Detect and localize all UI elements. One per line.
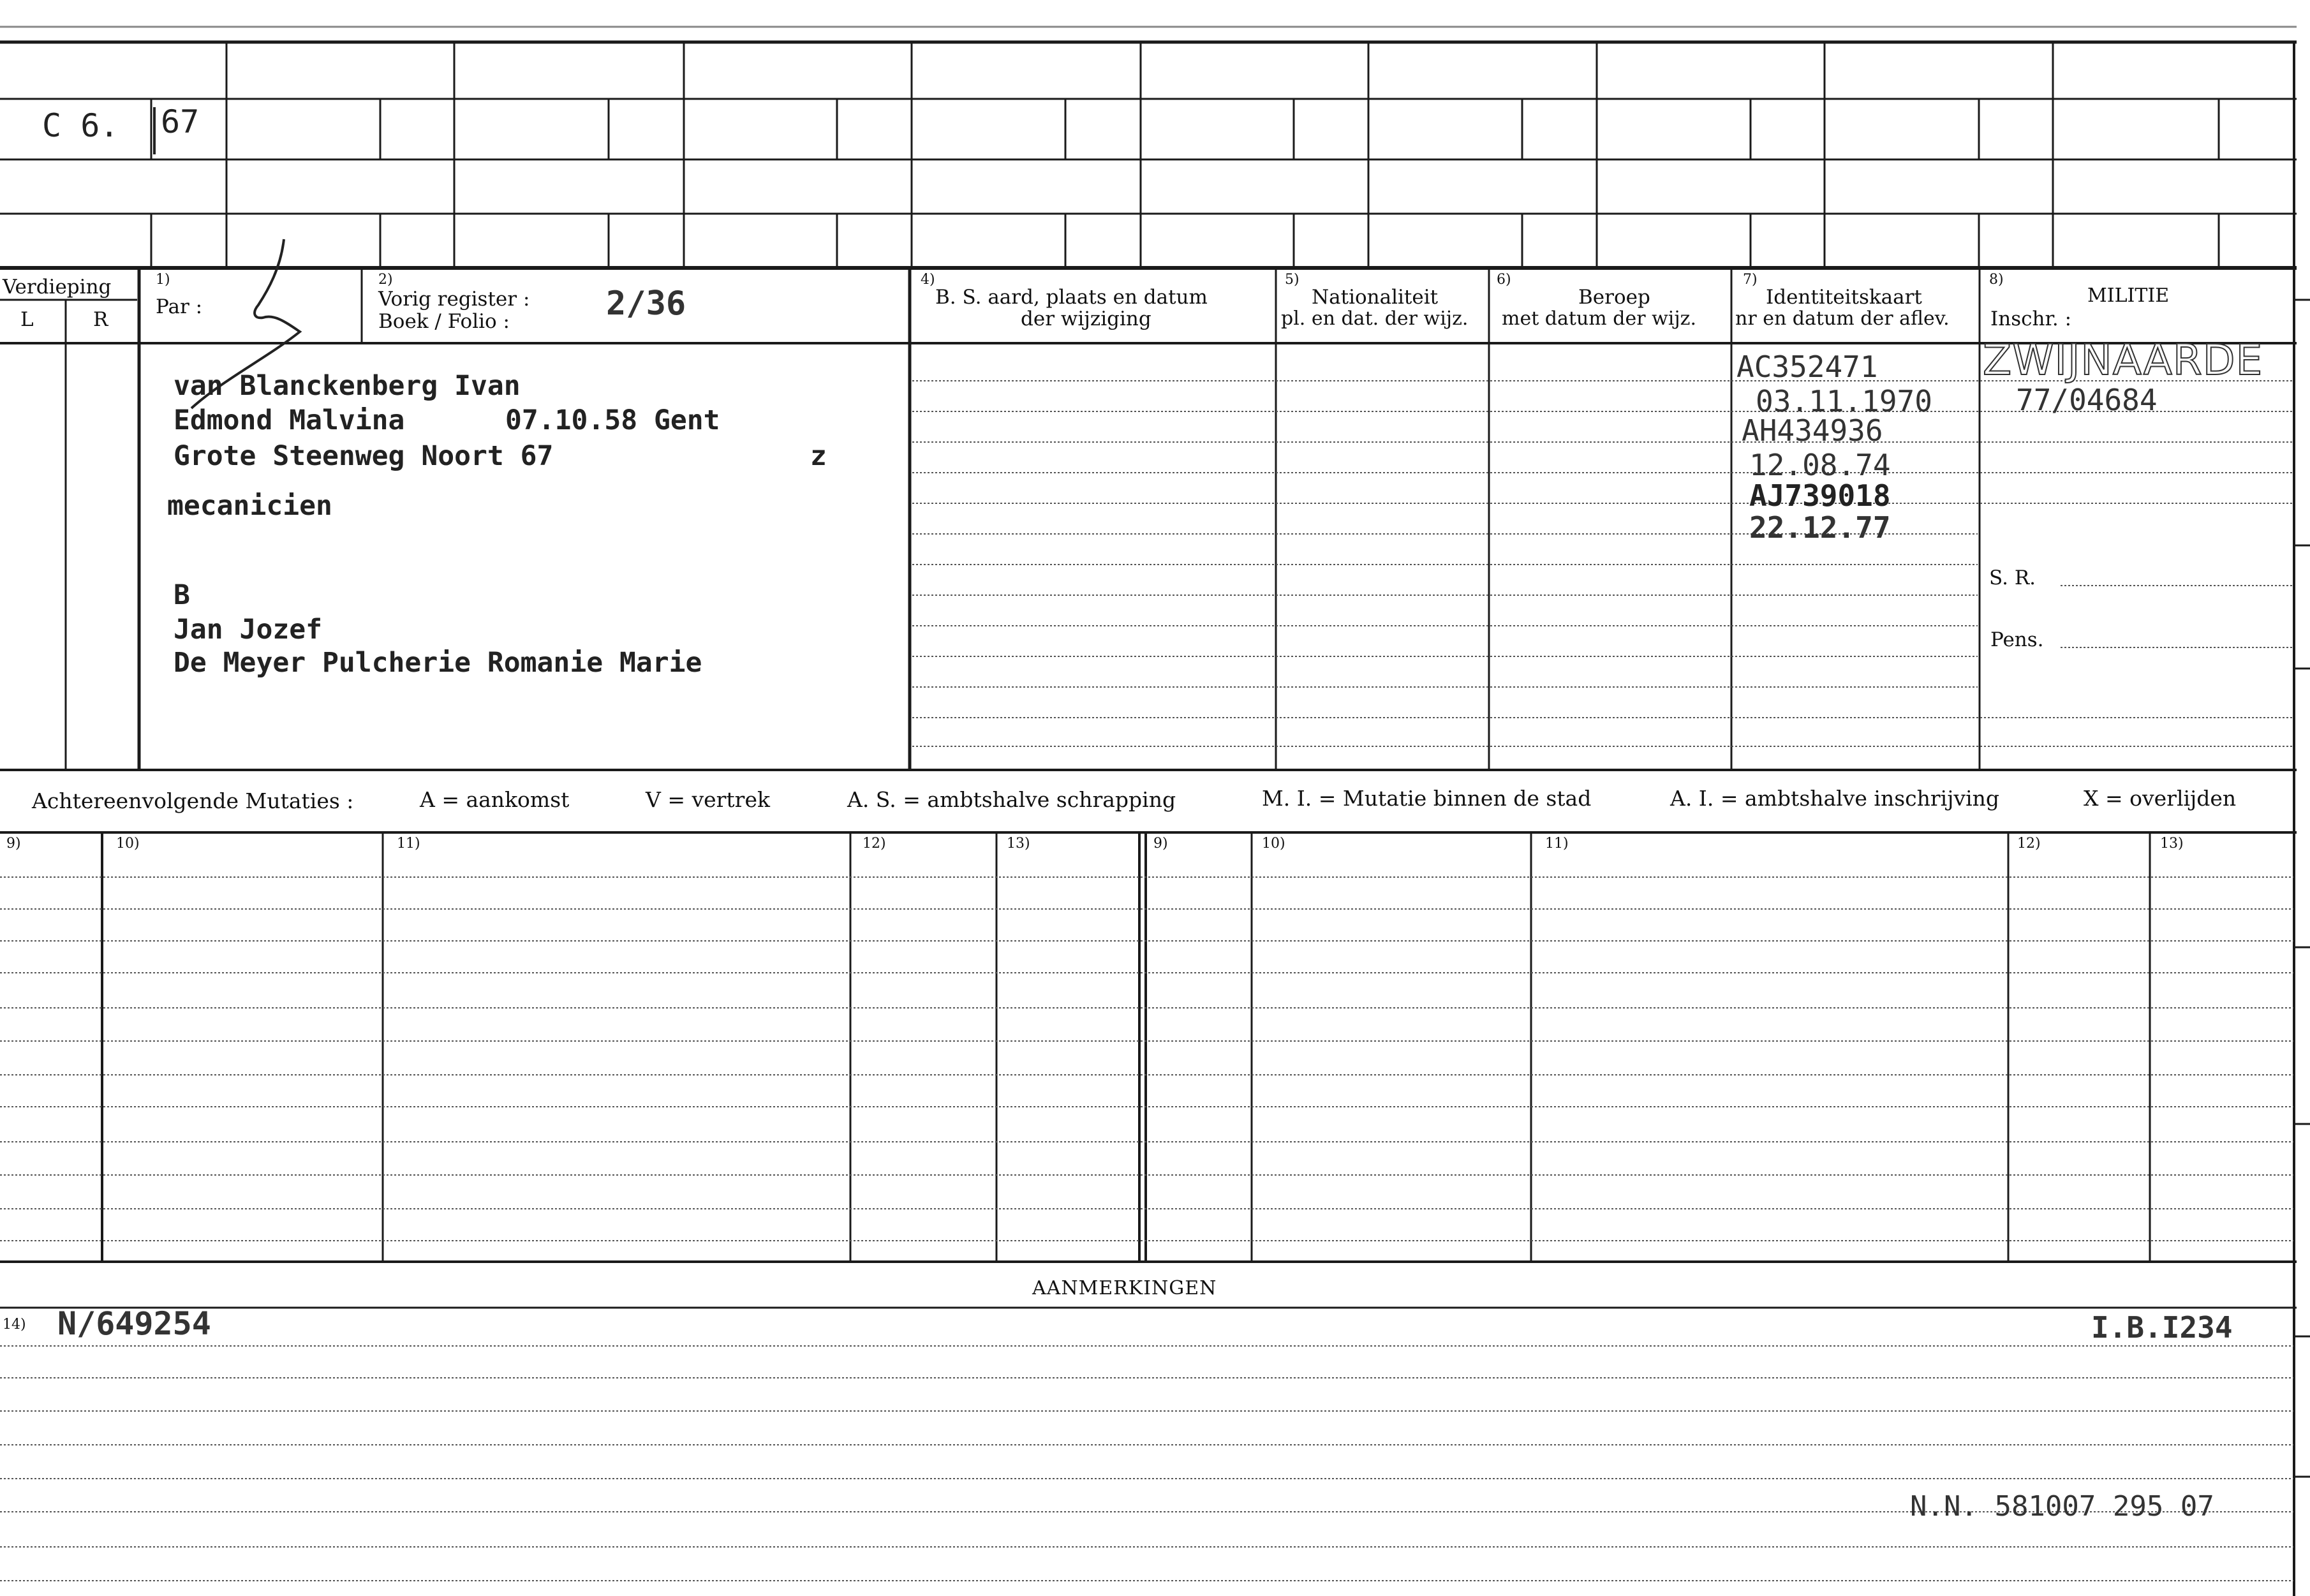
code-right-tick (153, 107, 156, 154)
r-label: R (93, 308, 108, 331)
id-label-2: nr en datum der aflev. (1735, 307, 1950, 330)
mutaties-ai: A. I. = ambtshalve inschrijving (1670, 786, 2000, 811)
beroep-label-2: met datum der wijz. (1502, 307, 1696, 330)
id-card-2: AH434936 (1742, 413, 1883, 448)
mutaties-mi: M. I. = Mutatie binnen de stad (1262, 786, 1592, 811)
col-10-left: 10) (116, 836, 140, 852)
par-label: Par : (156, 295, 203, 318)
n1-label: 1) (156, 272, 170, 288)
col-13-right: 13) (2160, 836, 2184, 852)
bs-label-1: B. S. aard, plaats en datum (935, 286, 1208, 309)
sr-label: S. R. (1989, 566, 2036, 589)
id-card-1: AC352471 (1736, 350, 1878, 384)
birth-date-place: 07.10.58 Gent (505, 404, 720, 436)
col-11-right: 11) (1545, 836, 1569, 852)
n14-label: 14) (3, 1317, 26, 1333)
occupation: mecanicien (167, 490, 332, 522)
code-right: 67 (161, 103, 200, 140)
militie-stamp: ZWIJNAARDE (1983, 336, 2263, 385)
col-9-right: 9) (1153, 836, 1168, 852)
aanmerkingen-number: N/649254 (57, 1305, 211, 1342)
n4-label: 4) (921, 272, 935, 288)
id-date-1: 03.11.1970 (1756, 384, 1932, 418)
col-12-left: 12) (863, 836, 886, 852)
ib-number: I.B.I234 (2091, 1310, 2233, 1345)
aanmerkingen-title: AANMERKINGEN (1032, 1277, 1217, 1299)
n7-label: 7) (1743, 272, 1758, 288)
n5-label: 5) (1285, 272, 1299, 288)
b-mark: B (174, 579, 190, 611)
nat-label-2: pl. en dat. der wijz. (1281, 307, 1469, 330)
beroep-label-1: Beroep (1578, 286, 1650, 309)
vorig-register-label: Vorig register : (378, 288, 530, 311)
person-name: van Blanckenberg Ivan (174, 370, 521, 402)
inschr-label: Inschr. : (1990, 307, 2072, 330)
mutaties-as: A. S. = ambtshalve schrapping (847, 787, 1176, 812)
col-11-left: 11) (397, 836, 420, 852)
boek-folio-label: Boek / Folio : (378, 310, 510, 333)
mutaties-x: X = overlijden (2084, 786, 2237, 811)
person-names-2: Edmond Malvina (174, 404, 405, 436)
col-12-right: 12) (2017, 836, 2041, 852)
mutaties-v: V = vertrek (646, 787, 770, 812)
address: Grote Steenweg Noort 67 (174, 440, 554, 472)
militie-number: 77/04684 (2016, 383, 2158, 417)
address-mark: z (810, 440, 827, 472)
mutaties-a: A = aankomst (420, 787, 570, 812)
n8-label: 8) (1989, 272, 2004, 288)
id-card-3: AJ739018 (1749, 478, 1891, 513)
bs-label-2: der wijziging (1021, 307, 1151, 330)
n6-label: 6) (1497, 272, 1511, 288)
code-left: C 6. (42, 107, 119, 144)
register-value: 2/36 (606, 284, 686, 323)
l-label: L (20, 308, 34, 331)
nat-label-1: Nationaliteit (1312, 286, 1439, 309)
pens-label: Pens. (1990, 628, 2044, 651)
nn-number: N.N. 581007 295 07 (1910, 1490, 2214, 1523)
col-10-right: 10) (1262, 836, 1285, 852)
n2-label: 2) (378, 272, 393, 288)
mutaties-title: Achtereenvolgende Mutaties : (32, 788, 354, 813)
mother-name: De Meyer Pulcherie Romanie Marie (174, 647, 702, 679)
col-13-left: 13) (1007, 836, 1030, 852)
militie-label: MILITIE (2087, 284, 2170, 307)
verdieping-label: Verdieping (3, 276, 112, 299)
id-label-1: Identiteitskaart (1766, 286, 1922, 309)
id-date-3: 22.12.77 (1749, 510, 1891, 545)
father-name: Jan Jozef (174, 614, 322, 646)
id-date-2: 12.08.74 (1749, 448, 1891, 482)
col-9-left: 9) (6, 836, 21, 852)
